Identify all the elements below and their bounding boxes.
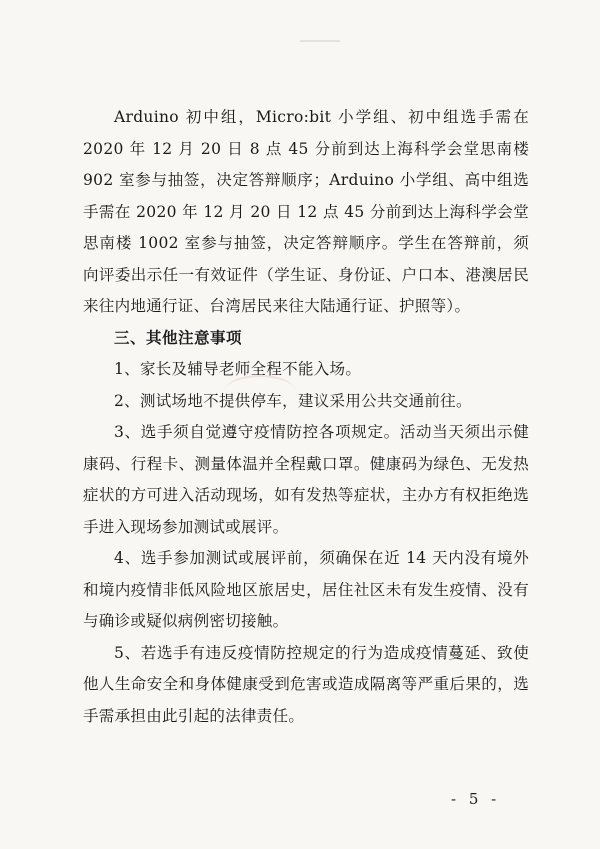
- page-number: - 5 -: [451, 790, 501, 808]
- list-item: 5、若选手有违反疫情防控规定的行为造成疫情蔓延、致使他人生命安全和身体健康受到危害或造成隔离等严重后果的，选手需承担由此引起的法律责任。: [83, 643, 529, 725]
- list-item: 3、选手须自觉遵守疫情防控各项规定。活动当天须出示健康码、行程卡、测量体温并全程戴口罩。健康码为绿色、无发热症状的方可进入活动现场，如有发热等症状，主办方有权拒绝选手进入现场参加测试或展评。: [83, 423, 529, 536]
- list-item: 2、测试场地不提供停车，建议采用公共交通前往。: [114, 391, 472, 410]
- scan-artifact: [300, 40, 340, 42]
- section-heading: 三、其他注意事项: [114, 328, 243, 347]
- list-item: 1、家长及辅导老师全程不能入场。: [114, 360, 362, 378]
- intro-paragraph: Arduino 初中组，Micro:bit 小学组、初中组选手需在 2020 年 12 月 20 日 8 点 45 分前到达上海科学会堂思南楼 902 室参与抽签，决定答辩顺序；Arduino 小学组、高中组选手需在 2020 年 12 月 20 日 12 点 45 分前到达上海科学会堂思南楼 1002 室参与抽签，决定答辩顺序。学生在答辩前，须向评委出示任一有效证件（学生证、身份证、户口本、港澳居民来往内地通行证、台湾居民来往大陆通行证、护照等）。: [83, 108, 529, 315]
- list-item: 4、选手参加测试或展评前，须确保在近 14 天内没有境外和境内疫情非低风险地区旅居史，居住社区未有发生疫情、没有与确诊或疑似病例密切接触。: [83, 549, 529, 630]
- document-body: [83, 102, 529, 732]
